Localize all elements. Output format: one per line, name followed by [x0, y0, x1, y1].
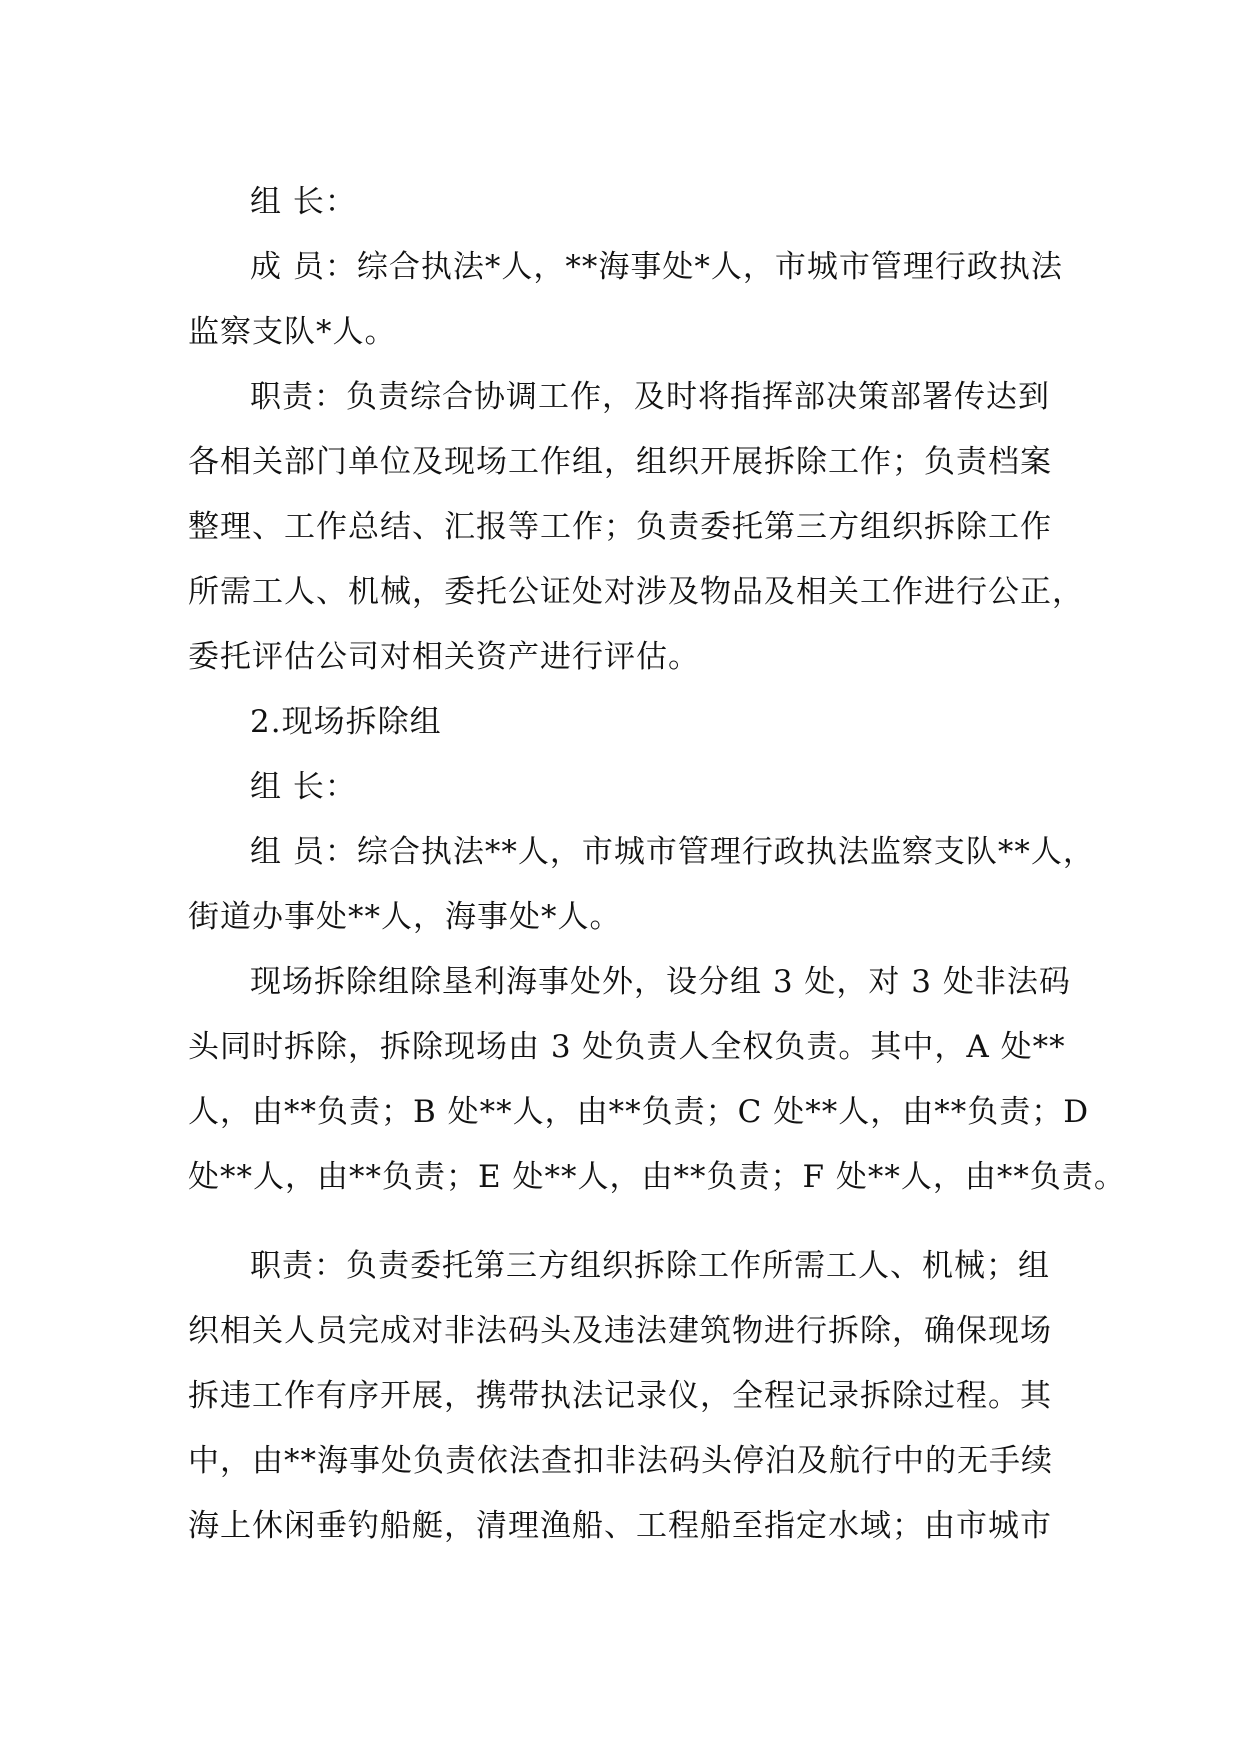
text-line: 职责：负责委托第三方组织拆除工作所需工人、机械；组: [250, 1248, 1050, 1284]
text-line: 监察支队*人。: [188, 314, 397, 350]
text-line: 职责：负责综合协调工作，及时将指挥部决策部署传达到: [250, 379, 1050, 415]
text-line: 所需工人、机械，委托公证处对涉及物品及相关工作进行公正，: [188, 574, 1084, 610]
text-line: 委托评估公司对相关资产进行评估。: [188, 639, 700, 675]
text-line: 拆违工作有序开展，携带执法记录仪，全程记录拆除过程。其: [188, 1378, 1052, 1414]
paragraph-spacer: [188, 1210, 1068, 1234]
text-line: 海上休闲垂钓船艇，清理渔船、工程船至指定水域；由市城市: [188, 1508, 1052, 1544]
text-line: 组 长：: [250, 184, 357, 220]
paragraph-duties-2: [188, 1234, 1068, 1559]
text-line: 2.现场拆除组: [250, 704, 442, 740]
text-line: 组 长：: [250, 769, 357, 805]
text-line: 成 员：综合执法*人，**海事处*人，市城市管理行政执法: [250, 249, 1063, 285]
paragraph-leader-1: [188, 170, 1068, 235]
text-line: 中，由**海事处负责依法查扣非法码头停泊及航行中的无手续: [188, 1443, 1053, 1479]
paragraph-leader-2: [188, 755, 1068, 820]
text-line: 织相关人员完成对非法码头及违法建筑物进行拆除，确保现场: [188, 1313, 1052, 1349]
text-line: 现场拆除组除垦利海事处外，设分组 3 处，对 3 处非法码: [250, 964, 1071, 1000]
paragraph-members-2: [188, 820, 1095, 950]
text-line: 人，由**负责；B 处**人，由**负责；C 处**人，由**负责；D: [188, 1094, 1090, 1130]
paragraph-members-1: [188, 235, 1068, 365]
text-line: 头同时拆除，拆除现场由 3 处负责人全权负责。其中，A 处**: [188, 1029, 1066, 1065]
paragraph-duties-1: [188, 365, 1084, 690]
text-line: 组 员：综合执法**人，市城市管理行政执法监察支队**人，: [250, 834, 1095, 870]
text-line: 各相关部门单位及现场工作组，组织开展拆除工作；负责档案: [188, 444, 1052, 480]
text-line: 街道办事处**人，海事处*人。: [188, 899, 622, 935]
section-heading-demolition-team: [188, 690, 1068, 755]
document-body: [188, 170, 1126, 1559]
paragraph-subgroups: [188, 950, 1126, 1210]
text-line: 整理、工作总结、汇报等工作；负责委托第三方组织拆除工作: [188, 509, 1052, 545]
text-line: 处**人，由**负责；E 处**人，由**负责；F 处**人，由**负责。: [188, 1159, 1126, 1195]
